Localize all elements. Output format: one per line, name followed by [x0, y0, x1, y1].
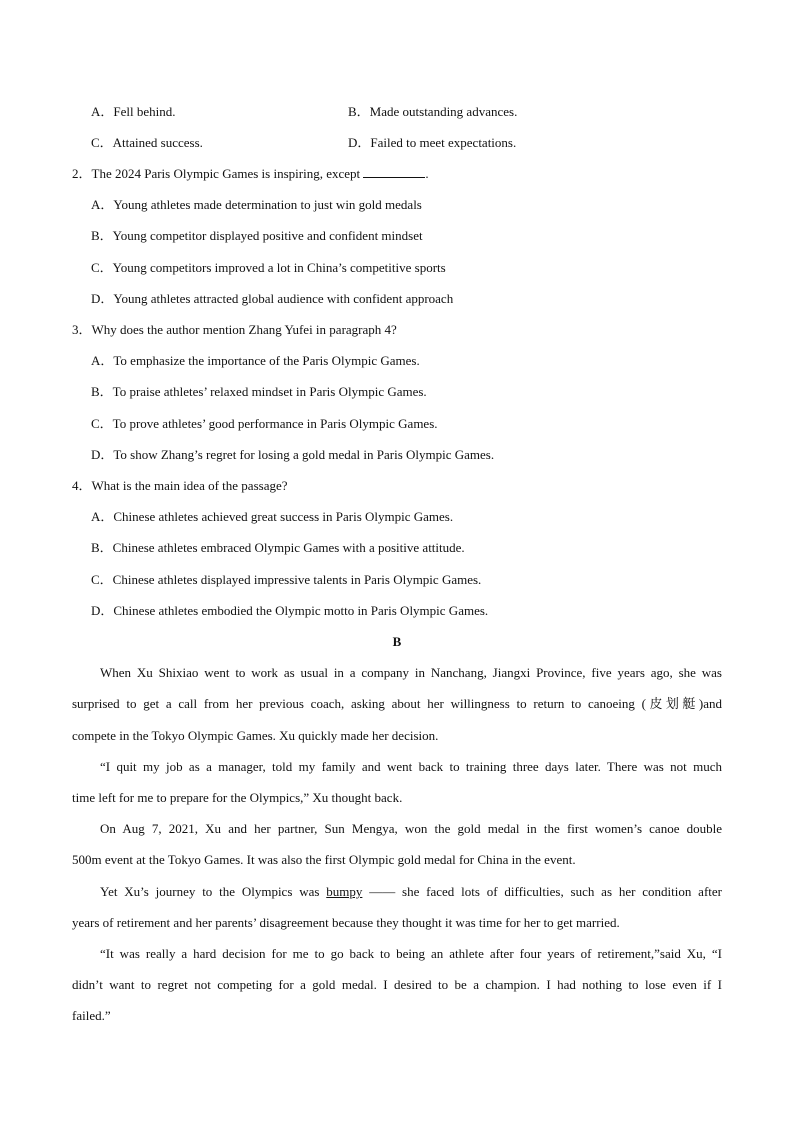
- passage-p1-line2: surprised to get a call from her previous coach, asking about her willingness to return to canoeing (皮划艇)and: [72, 696, 722, 711]
- passage-p4-line1: [100, 884, 722, 900]
- q1-option-d: D．Failed to meet expectations.: [348, 135, 517, 150]
- q1-option-b: B．Made outstanding advances.: [348, 104, 518, 119]
- passage-p1-line3: compete in the Tokyo Olympic Games. Xu quickly made her decision.: [72, 728, 439, 743]
- q2-stem-text: 2．The 2024 Paris Olympic Games is inspiring, except: [72, 166, 364, 181]
- q3-option-b: B．To praise athletes’ relaxed mindset in Paris Olympic Games.: [91, 384, 427, 399]
- q1-option-a: A．Fell behind.: [91, 104, 176, 119]
- passage-p3-line2: 500m event at the Tokyo Games. It was also the first Olympic gold medal for China in the event.: [72, 852, 576, 867]
- q1-option-c: C．Attained success.: [91, 135, 203, 150]
- q3-option-d: D．To show Zhang’s regret for losing a gold medal in Paris Olympic Games.: [91, 447, 495, 462]
- passage-p5-line1: “It was really a hard decision for me to go back to being an athlete after four years of retirement,”said Xu, “I: [100, 946, 722, 961]
- passage-p1-line1: When Xu Shixiao went to work as usual in a company in Nanchang, Jiangxi Province, five years ago, she was: [100, 665, 722, 680]
- q4-option-d: D．Chinese athletes embodied the Olympic motto in Paris Olympic Games.: [91, 603, 489, 618]
- q2-option-a: A．Young athletes made determination to just win gold medals: [91, 197, 422, 212]
- q2-option-b: B．Young competitor displayed positive and confident mindset: [91, 228, 423, 243]
- q3-option-c: C．To prove athletes’ good performance in Paris Olympic Games.: [91, 416, 438, 431]
- passage-p2-line2: time left for me to prepare for the Olympics,” Xu thought back.: [72, 790, 403, 805]
- passage-p2-line1: “I quit my job as a manager, told my family and went back to training three days later. There was not much: [100, 759, 722, 774]
- q3-stem: 3．Why does the author mention Zhang Yufei in paragraph 4?: [72, 322, 397, 337]
- q4-option-b: B．Chinese athletes embraced Olympic Games with a positive attitude.: [91, 540, 465, 555]
- section-title: B: [392, 634, 402, 649]
- passage-p5-line3: failed.”: [72, 1008, 111, 1023]
- q2-option-c: C．Young competitors improved a lot in China’s competitive sports: [91, 260, 446, 275]
- underlined-word: bumpy: [326, 884, 363, 899]
- passage-p4-text-pre: Yet Xu’s journey to the Olympics was: [100, 884, 327, 899]
- q3-option-a: A．To emphasize the importance of the Paris Olympic Games.: [91, 353, 420, 368]
- passage-p4-line2: years of retirement and her parents’ disagreement because they thought it was time for her to get married.: [72, 915, 620, 930]
- q2-option-d: D．Young athletes attracted global audience with confident approach: [91, 291, 454, 306]
- passage-p4-text-post: —— she faced lots of difficulties, such as her condition after: [362, 884, 722, 899]
- passage-p3-line1: On Aug 7, 2021, Xu and her partner, Sun Mengya, won the gold medal in the first women’s canoe double: [100, 821, 722, 836]
- q1-option-row-ab: [91, 104, 518, 120]
- q4-option-a: A．Chinese athletes achieved great success in Paris Olympic Games.: [91, 509, 454, 524]
- q4-stem: 4．What is the main idea of the passage?: [72, 478, 288, 493]
- q4-option-c: C．Chinese athletes displayed impressive talents in Paris Olympic Games.: [91, 572, 482, 587]
- q2-stem-end: .: [425, 166, 429, 181]
- q2-stem: [72, 166, 429, 182]
- q1-option-row-cd: [91, 135, 517, 151]
- passage-p5-line2: didn’t want to regret not competing for a gold medal. I desired to be a champion. I had nothing to lose even if I: [72, 977, 722, 992]
- q2-answer-blank: [363, 166, 425, 178]
